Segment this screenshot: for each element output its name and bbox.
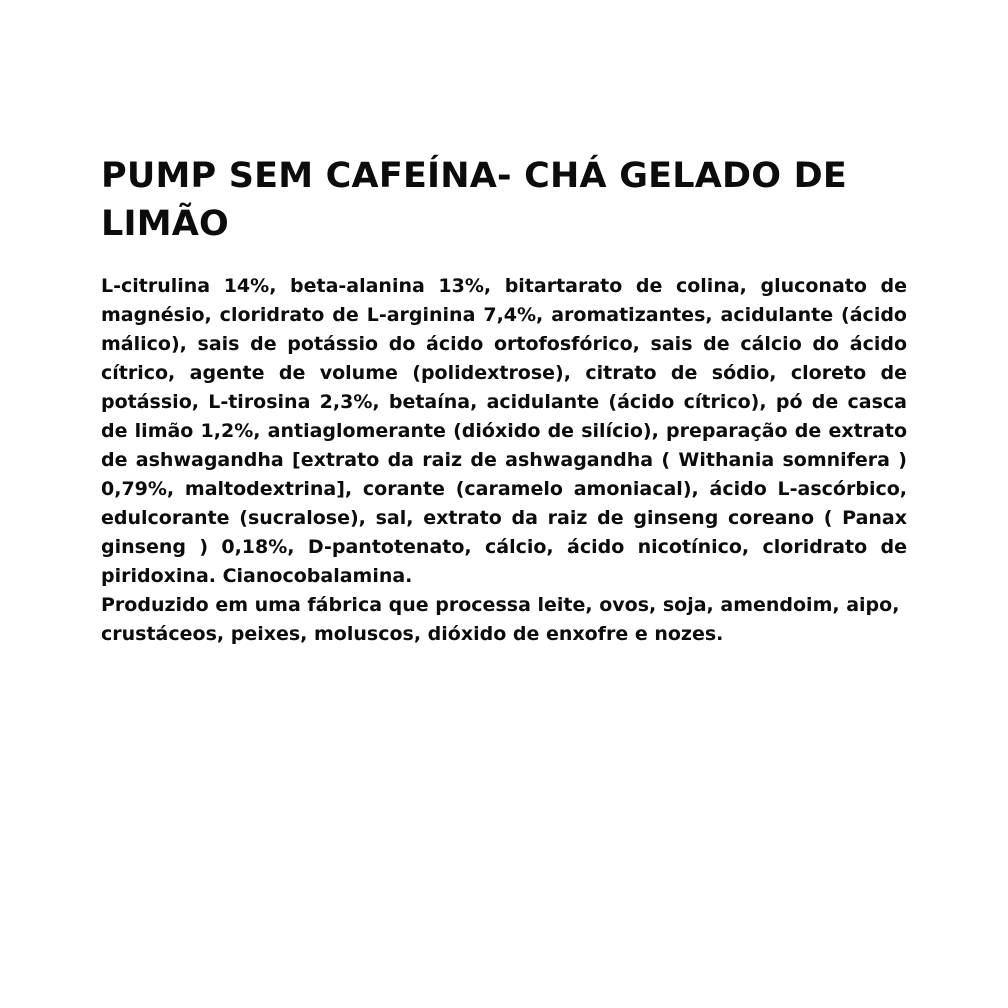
allergen-notice: Produzido em uma fábrica que processa leite, ovos, soja, amendoim, aipo, crustáceos, peixes, moluscos, dióxido de enxofre e nozes. [101,594,900,645]
product-info [101,152,907,649]
product-title: PUMP SEM CAFEÍNA- CHÁ GELADO DE LIMÃO [101,156,848,244]
ingredients-text: L-citrulina 14%, beta-alanina 13%, bitartarato de colina, gluconato de magnésio, cloridrato de L-arginina 7,4%, aromatizantes, acidulante (ácido málico), sais de potássio do ácido ortofosfórico, sais de cálcio do ácido cítrico, agente de volume (polidextrose), citrato de sódio, cloreto de potássio, L-tirosina 2,3%, betaína, acidulante (ácido cítrico), pó de casca de limão 1,2%, antiaglomerante (dióxido de silício), preparação de extrato de ashwagandha [extrato da raiz de ashwagandha ( Withania somnifera ) 0,79%, maltodextrina], corante (caramelo amoniacal), ácido L-ascórbico, edulcorante (sucralose), sal, extrato da raiz de ginseng coreano ( Panax ginseng ) 0,18%, D-pantotenato, cálcio, ácido nicotínico, cloridrato de piridoxina. Cianocobalamina. [101,275,907,587]
